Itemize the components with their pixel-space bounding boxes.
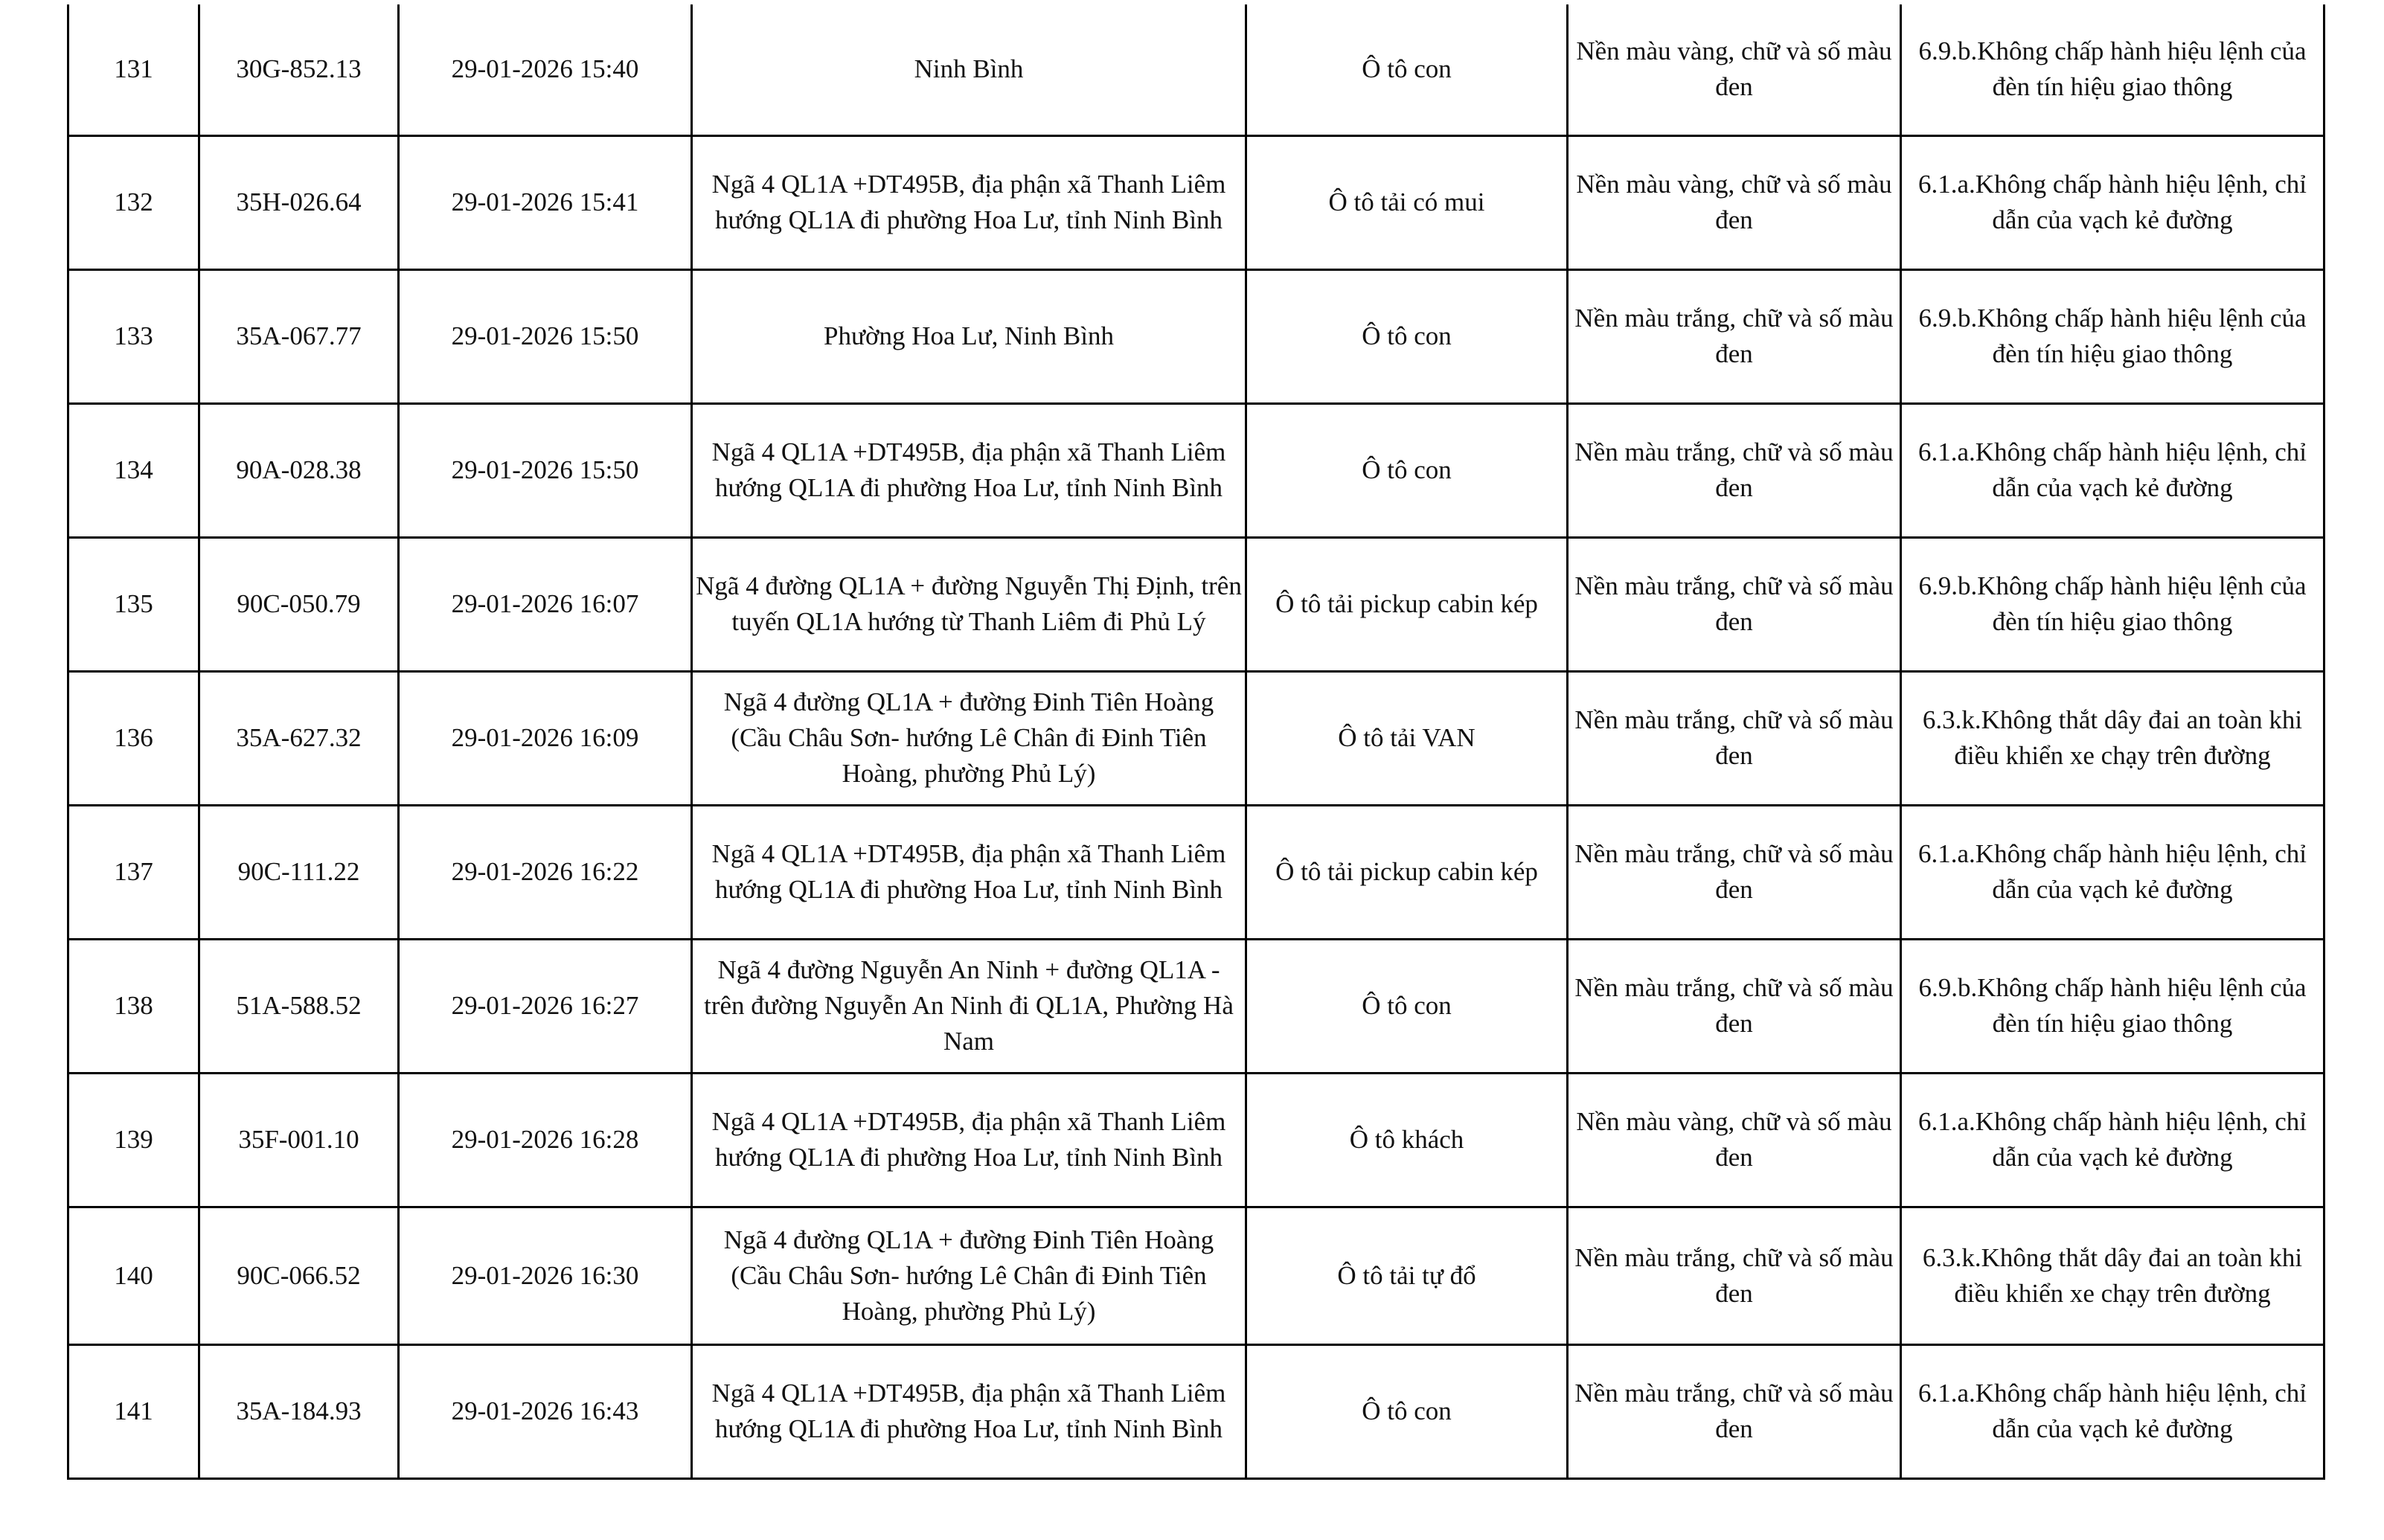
table-row — [68, 1207, 2324, 1344]
plate-number-cell: 35A-067.77 — [199, 269, 399, 403]
row-number-cell: 139 — [68, 1073, 199, 1207]
plate-color-cell: Nền màu vàng, chữ và số màu đen — [1568, 135, 1901, 269]
plate-number-cell: 90C-111.22 — [199, 805, 399, 939]
row-number-cell: 134 — [68, 403, 199, 537]
table-row — [68, 671, 2324, 805]
plate-number-cell: 35H-026.64 — [199, 135, 399, 269]
violation-time-cell: 29-01-2026 16:28 — [399, 1073, 692, 1207]
violation-time-cell: 29-01-2026 15:50 — [399, 269, 692, 403]
plate-color-cell: Nền màu trắng, chữ và số màu đen — [1568, 1344, 1901, 1478]
plate-color-cell: Nền màu vàng, chữ và số màu đen — [1568, 1073, 1901, 1207]
row-number-cell: 141 — [68, 1344, 199, 1478]
row-number-cell: 138 — [68, 939, 199, 1073]
location-cell: Ngã 4 QL1A +DT495B, địa phận xã Thanh Liêm hướng QL1A đi phường Hoa Lư, tỉnh Ninh Bình — [692, 135, 1246, 269]
location-cell: Ngã 4 QL1A +DT495B, địa phận xã Thanh Liêm hướng QL1A đi phường Hoa Lư, tỉnh Ninh Bình — [692, 1073, 1246, 1207]
violation-time-cell: 29-01-2026 15:41 — [399, 135, 692, 269]
violation-cell: 6.9.b.Không chấp hành hiệu lệnh của đèn tín hiệu giao thông — [1901, 4, 2324, 135]
vehicle-type-cell: Ô tô con — [1246, 1344, 1568, 1478]
location-cell: Ngã 4 QL1A +DT495B, địa phận xã Thanh Liêm hướng QL1A đi phường Hoa Lư, tỉnh Ninh Bình — [692, 1344, 1246, 1478]
violation-cell: 6.1.a.Không chấp hành hiệu lệnh, chỉ dẫn của vạch kẻ đường — [1901, 403, 2324, 537]
plate-number-cell: 35A-184.93 — [199, 1344, 399, 1478]
plate-color-cell: Nền màu trắng, chữ và số màu đen — [1568, 403, 1901, 537]
plate-number-cell: 90A-028.38 — [199, 403, 399, 537]
table-row — [68, 939, 2324, 1073]
violation-time-cell: 29-01-2026 16:09 — [399, 671, 692, 805]
plate-color-cell: Nền màu trắng, chữ và số màu đen — [1568, 1207, 1901, 1344]
vehicle-type-cell: Ô tô tải tự đổ — [1246, 1207, 1568, 1344]
table-row — [68, 1073, 2324, 1207]
plate-number-cell: 90C-050.79 — [199, 537, 399, 671]
table-row — [68, 403, 2324, 537]
location-cell: Ninh Bình — [692, 4, 1246, 135]
plate-color-cell: Nền màu trắng, chữ và số màu đen — [1568, 671, 1901, 805]
violation-time-cell: 29-01-2026 16:22 — [399, 805, 692, 939]
plate-color-cell: Nền màu trắng, chữ và số màu đen — [1568, 269, 1901, 403]
vehicle-type-cell: Ô tô tải pickup cabin kép — [1246, 537, 1568, 671]
row-number-cell: 140 — [68, 1207, 199, 1344]
plate-number-cell: 51A-588.52 — [199, 939, 399, 1073]
vehicle-type-cell: Ô tô tải pickup cabin kép — [1246, 805, 1568, 939]
plate-number-cell: 35A-627.32 — [199, 671, 399, 805]
violation-cell: 6.1.a.Không chấp hành hiệu lệnh, chỉ dẫn của vạch kẻ đường — [1901, 1073, 2324, 1207]
table-row — [68, 1344, 2324, 1478]
table-row — [68, 4, 2324, 135]
row-number-cell: 135 — [68, 537, 199, 671]
violation-cell: 6.1.a.Không chấp hành hiệu lệnh, chỉ dẫn của vạch kẻ đường — [1901, 135, 2324, 269]
location-cell: Ngã 4 đường Nguyễn An Ninh + đường QL1A - trên đường Nguyễn An Ninh đi QL1A, Phường Hà Nam — [692, 939, 1246, 1073]
location-cell: Ngã 4 đường QL1A + đường Nguyễn Thị Định, trên tuyến QL1A hướng từ Thanh Liêm đi Phủ Lý — [692, 537, 1246, 671]
violation-table — [67, 4, 2325, 1480]
row-number-cell: 131 — [68, 4, 199, 135]
violation-cell: 6.3.k.Không thắt dây đai an toàn khi điều khiển xe chạy trên đường — [1901, 1207, 2324, 1344]
violation-time-cell: 29-01-2026 15:50 — [399, 403, 692, 537]
location-cell: Ngã 4 QL1A +DT495B, địa phận xã Thanh Liêm hướng QL1A đi phường Hoa Lư, tỉnh Ninh Bình — [692, 403, 1246, 537]
table-row — [68, 135, 2324, 269]
plate-number-cell: 90C-066.52 — [199, 1207, 399, 1344]
violation-cell: 6.9.b.Không chấp hành hiệu lệnh của đèn tín hiệu giao thông — [1901, 537, 2324, 671]
row-number-cell: 136 — [68, 671, 199, 805]
vehicle-type-cell: Ô tô tải VAN — [1246, 671, 1568, 805]
location-cell: Phường Hoa Lư, Ninh Bình — [692, 269, 1246, 403]
violation-time-cell: 29-01-2026 16:43 — [399, 1344, 692, 1478]
vehicle-type-cell: Ô tô con — [1246, 269, 1568, 403]
plate-number-cell: 35F-001.10 — [199, 1073, 399, 1207]
violation-time-cell: 29-01-2026 16:07 — [399, 537, 692, 671]
violation-time-cell: 29-01-2026 16:27 — [399, 939, 692, 1073]
plate-color-cell: Nền màu trắng, chữ và số màu đen — [1568, 537, 1901, 671]
location-cell: Ngã 4 đường QL1A + đường Đinh Tiên Hoàng (Cầu Châu Sơn- hướng Lê Chân đi Đinh Tiên Hoàng, phường Phủ Lý) — [692, 1207, 1246, 1344]
plate-number-cell: 30G-852.13 — [199, 4, 399, 135]
plate-color-cell: Nền màu trắng, chữ và số màu đen — [1568, 805, 1901, 939]
row-number-cell: 137 — [68, 805, 199, 939]
vehicle-type-cell: Ô tô tải có mui — [1246, 135, 1568, 269]
row-number-cell: 133 — [68, 269, 199, 403]
violation-time-cell: 29-01-2026 15:40 — [399, 4, 692, 135]
violation-cell: 6.9.b.Không chấp hành hiệu lệnh của đèn tín hiệu giao thông — [1901, 269, 2324, 403]
vehicle-type-cell: Ô tô con — [1246, 4, 1568, 135]
table-row — [68, 269, 2324, 403]
location-cell: Ngã 4 đường QL1A + đường Đinh Tiên Hoàng (Cầu Châu Sơn- hướng Lê Chân đi Đinh Tiên Hoàng, phường Phủ Lý) — [692, 671, 1246, 805]
plate-color-cell: Nền màu trắng, chữ và số màu đen — [1568, 939, 1901, 1073]
plate-color-cell: Nền màu vàng, chữ và số màu đen — [1568, 4, 1901, 135]
violation-cell: 6.1.a.Không chấp hành hiệu lệnh, chỉ dẫn của vạch kẻ đường — [1901, 1344, 2324, 1478]
vehicle-type-cell: Ô tô con — [1246, 939, 1568, 1073]
row-number-cell: 132 — [68, 135, 199, 269]
vehicle-type-cell: Ô tô con — [1246, 403, 1568, 537]
table-row — [68, 537, 2324, 671]
location-cell: Ngã 4 QL1A +DT495B, địa phận xã Thanh Liêm hướng QL1A đi phường Hoa Lư, tỉnh Ninh Bình — [692, 805, 1246, 939]
table-row — [68, 805, 2324, 939]
violation-cell: 6.1.a.Không chấp hành hiệu lệnh, chỉ dẫn của vạch kẻ đường — [1901, 805, 2324, 939]
violation-cell: 6.3.k.Không thắt dây đai an toàn khi điều khiển xe chạy trên đường — [1901, 671, 2324, 805]
violation-table-page — [67, 4, 2323, 1480]
violation-time-cell: 29-01-2026 16:30 — [399, 1207, 692, 1344]
violation-cell: 6.9.b.Không chấp hành hiệu lệnh của đèn tín hiệu giao thông — [1901, 939, 2324, 1073]
vehicle-type-cell: Ô tô khách — [1246, 1073, 1568, 1207]
